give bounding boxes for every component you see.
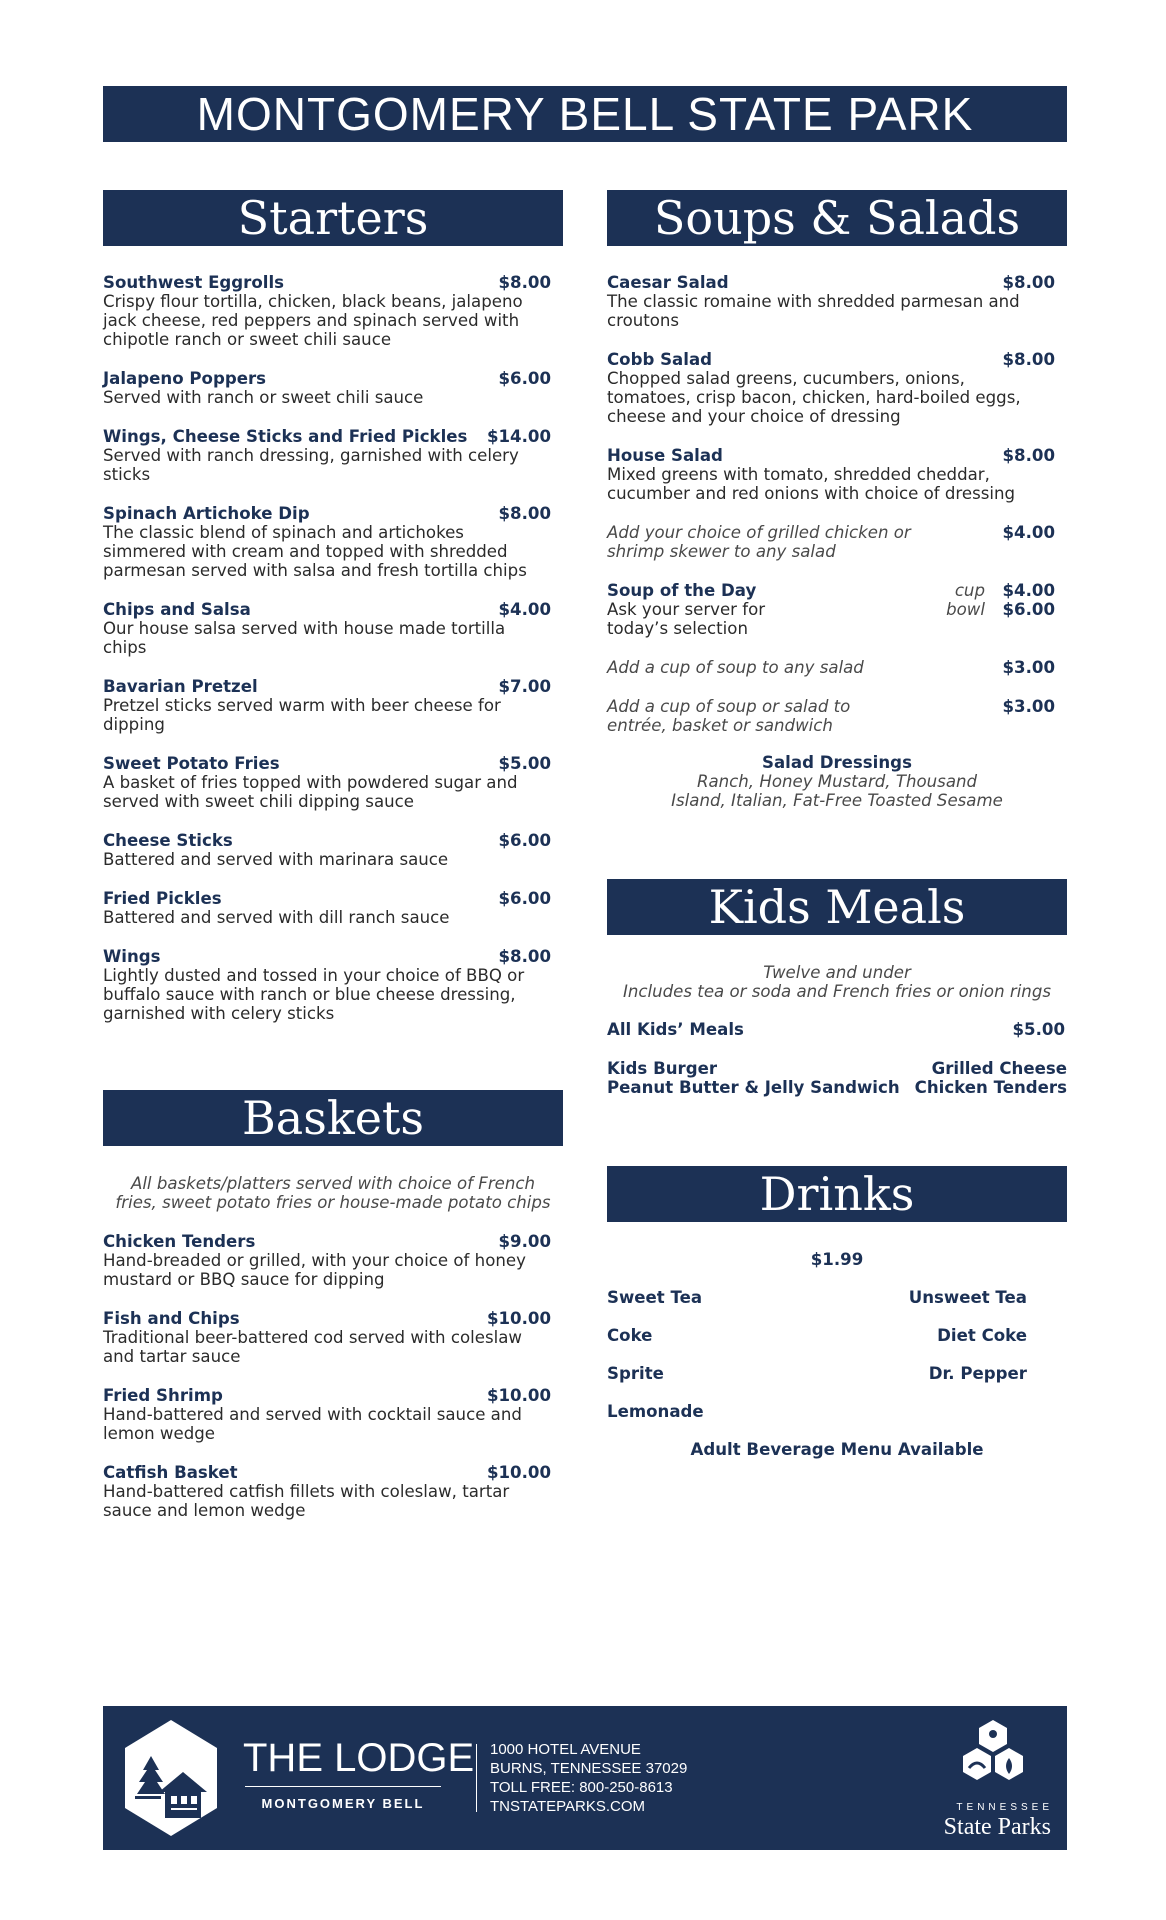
item-description: Our house salsa served with house made tortilla chips	[103, 619, 506, 657]
menu-item	[607, 350, 1067, 426]
item-price: $8.00	[498, 947, 551, 966]
item-description: Chopped salad greens, cucumbers, onions, tomatoes, crisp bacon, chicken, hard-boiled eggs, cheese and your choice of dressing	[607, 369, 1021, 426]
state-parks-small: TENNESSEE	[956, 1802, 1053, 1813]
address-line: 1000 HOTEL AVENUE	[490, 1741, 641, 1758]
kids-item: Grilled Cheese	[931, 1059, 1067, 1078]
item-description: Battered and served with marinara sauce	[103, 850, 449, 869]
menu-item	[103, 369, 563, 407]
kids-meals-heading: Kids Meals	[607, 879, 1067, 935]
starters-heading: Starters	[103, 190, 563, 246]
item-price: $6.00	[498, 369, 551, 388]
lodge-address	[490, 1740, 687, 1816]
lodge-divider	[245, 1786, 441, 1787]
item-price: $8.00	[498, 504, 551, 523]
kids-row	[607, 1059, 1067, 1078]
menu-item	[607, 273, 1067, 330]
menu-item	[103, 504, 563, 580]
kids-item: Peanut Butter & Jelly Sandwich	[607, 1078, 900, 1097]
kids-item: Chicken Tenders	[914, 1078, 1067, 1097]
state-parks-logo-icon	[955, 1718, 1031, 1794]
menu-item	[103, 947, 563, 1023]
item-description: Pretzel sticks served warm with beer cheese for dipping	[103, 696, 501, 734]
item-description: Battered and served with dill ranch sauce	[103, 908, 450, 927]
kids-section	[607, 963, 1067, 1097]
item-description: Served with ranch or sweet chili sauce	[103, 388, 424, 407]
item-name: Bavarian Pretzel	[103, 677, 258, 696]
soups-salads-heading: Soups & Salads	[607, 190, 1067, 246]
kids-note-age: Twelve and under	[763, 963, 911, 982]
menu-item	[607, 446, 1067, 503]
item-name: Fried Shrimp	[103, 1386, 223, 1405]
item-description: Hand-breaded or grilled, with your choice of honey mustard or BBQ sauce for dipping	[103, 1251, 526, 1289]
address-line: BURNS, TENNESSEE 37029	[490, 1760, 688, 1777]
item-price: $8.00	[1002, 350, 1055, 369]
starters-list	[103, 273, 563, 1023]
item-description: Hand-battered catfish fillets with coleslaw, tartar sauce and lemon wedge	[103, 1482, 510, 1520]
lodge-subtitle: MONTGOMERY BELL	[261, 1796, 425, 1811]
item-name: Wings, Cheese Sticks and Fried Pickles	[103, 427, 468, 446]
drink-item: Diet Coke	[937, 1326, 1027, 1345]
dressings-list: Ranch, Honey Mustard, Thousand Island, Italian, Fat-Free Toasted Sesame	[671, 772, 1003, 810]
item-name: House Salad	[607, 446, 723, 465]
drinks-row	[607, 1288, 1067, 1307]
item-price: $10.00	[486, 1386, 551, 1405]
drinks-section	[607, 1250, 1067, 1459]
addon-price: $3.00	[1002, 658, 1055, 677]
addon-price: $3.00	[1002, 697, 1055, 716]
addon-soup-entree	[607, 697, 1067, 735]
item-description: Mixed greens with tomato, shredded cheddar, cucumber and red onions with choice of dressing	[607, 465, 1016, 503]
item-price: $4.00	[498, 600, 551, 619]
menu-item	[103, 889, 563, 927]
item-name: Chicken Tenders	[103, 1232, 256, 1251]
menu-item	[103, 273, 563, 349]
item-name: Cobb Salad	[607, 350, 713, 369]
drink-item: Unsweet Tea	[908, 1288, 1027, 1307]
size-labels	[946, 581, 985, 619]
cup-label: cup	[954, 581, 985, 600]
kids-row	[607, 1078, 1067, 1097]
item-name: Fish and Chips	[103, 1309, 240, 1328]
item-description: Served with ranch dressing, garnished with celery sticks	[103, 446, 519, 484]
item-name: Jalapeno Poppers	[103, 369, 267, 388]
cup-price: $4.00	[1002, 581, 1055, 600]
size-prices	[1003, 581, 1056, 619]
item-price: $14.00	[486, 427, 551, 446]
soups-list	[607, 273, 1067, 810]
baskets-note: All baskets/platters served with choice of French fries, sweet potato fries or house-made potato chips	[115, 1174, 551, 1212]
item-price: $8.00	[498, 273, 551, 292]
item-name: Spinach Artichoke Dip	[103, 504, 310, 523]
baskets-heading: Baskets	[103, 1090, 563, 1146]
addon-chicken	[607, 523, 1067, 561]
addon-text: Add a cup of soup or salad to entrée, basket or sandwich	[607, 697, 851, 735]
item-description: Crispy flour tortilla, chicken, black beans, jalapeno jack cheese, red peppers and spinach served with chipotle ranch or sweet chili sauce	[103, 292, 523, 349]
item-description: Lightly dusted and tossed in your choice of BBQ or buffalo sauce with ranch or blue cheese dressing, garnished with celery sticks	[103, 966, 525, 1023]
drink-item: Coke	[607, 1326, 653, 1345]
item-name: Sweet Potato Fries	[103, 754, 280, 773]
addon-price: $4.00	[1002, 523, 1055, 542]
website-link[interactable]: TNSTATEPARKS.COM	[490, 1798, 646, 1815]
item-price: $10.00	[486, 1309, 551, 1328]
item-price: $7.00	[498, 677, 551, 696]
dressings-title: Salad Dressings	[762, 753, 912, 772]
right-column	[607, 190, 1067, 1459]
kids-all-label: All Kids’ Meals	[607, 1020, 744, 1039]
addon-text: Add your choice of grilled chicken or shrimp skewer to any salad	[607, 523, 911, 561]
drinks-heading: Drinks	[607, 1166, 1067, 1222]
item-name: Caesar Salad	[607, 273, 729, 292]
drink-item: Dr. Pepper	[928, 1364, 1027, 1383]
item-name: Southwest Eggrolls	[103, 273, 285, 292]
item-description: The classic blend of spinach and artichokes simmered with cream and topped with shredded parmesan served with salsa and fresh tortilla chips	[103, 523, 527, 580]
left-column	[103, 190, 563, 1520]
menu-item	[103, 600, 563, 657]
bowl-label: bowl	[946, 600, 985, 619]
item-name: Catfish Basket	[103, 1463, 238, 1482]
lodge-name: THE LODGE	[243, 1736, 475, 1780]
drink-item: Sweet Tea	[607, 1288, 703, 1307]
item-description: Hand-battered and served with cocktail sauce and lemon wedge	[103, 1405, 522, 1443]
menu-item	[103, 677, 563, 734]
item-price: $9.00	[498, 1232, 551, 1251]
drink-item: Lemonade	[607, 1402, 704, 1421]
item-price: $8.00	[1002, 273, 1055, 292]
lodge-logo-icon	[121, 1718, 221, 1838]
drinks-price: $1.99	[810, 1250, 864, 1269]
kids-item: Kids Burger	[607, 1059, 718, 1078]
drink-item: Sprite	[607, 1364, 664, 1383]
item-price: $10.00	[486, 1463, 551, 1482]
item-name: Wings	[103, 947, 161, 966]
menu-item	[103, 1386, 563, 1443]
addon-soup-salad	[607, 658, 1067, 677]
item-description: The classic romaine with shredded parmesan and croutons	[607, 292, 1020, 330]
menu-item	[103, 1309, 563, 1366]
menu-item	[103, 831, 563, 869]
page-banner: MONTGOMERY BELL STATE PARK	[103, 86, 1067, 142]
baskets-list	[103, 1232, 563, 1520]
menu-item	[103, 427, 563, 484]
item-name: Chips and Salsa	[103, 600, 251, 619]
item-price: $6.00	[498, 831, 551, 850]
state-parks-name: State Parks	[943, 1814, 1051, 1840]
menu-item	[103, 1463, 563, 1520]
item-description: Ask your server for today’s selection	[607, 600, 766, 638]
kids-all-row	[607, 1020, 1067, 1039]
item-description: Traditional beer-battered cod served with coleslaw and tartar sauce	[103, 1328, 522, 1366]
adult-beverage-note: Adult Beverage Menu Available	[690, 1440, 984, 1459]
item-price: $6.00	[498, 889, 551, 908]
item-name: Cheese Sticks	[103, 831, 233, 850]
kids-all-price: $5.00	[1012, 1020, 1065, 1039]
drinks-row	[607, 1402, 1067, 1421]
drinks-row	[607, 1364, 1067, 1383]
addon-text: Add a cup of soup to any salad	[607, 658, 864, 677]
menu-item	[103, 1232, 563, 1289]
footer-divider	[476, 1744, 477, 1812]
soup-of-the-day	[607, 581, 1067, 638]
kids-note-includes: Includes tea or soda and French fries or onion rings	[622, 982, 1051, 1001]
item-price: $5.00	[498, 754, 551, 773]
phone-line: TOLL FREE: 800-250-8613	[490, 1779, 673, 1796]
item-name: Fried Pickles	[103, 889, 222, 908]
menu-item	[103, 754, 563, 811]
item-price: $8.00	[1002, 446, 1055, 465]
drinks-row	[607, 1326, 1067, 1345]
footer	[103, 1706, 1067, 1850]
item-name: Soup of the Day	[607, 581, 757, 600]
bowl-price: $6.00	[1002, 600, 1055, 619]
item-description: A basket of fries topped with powdered sugar and served with sweet chili dipping sauce	[103, 773, 518, 811]
